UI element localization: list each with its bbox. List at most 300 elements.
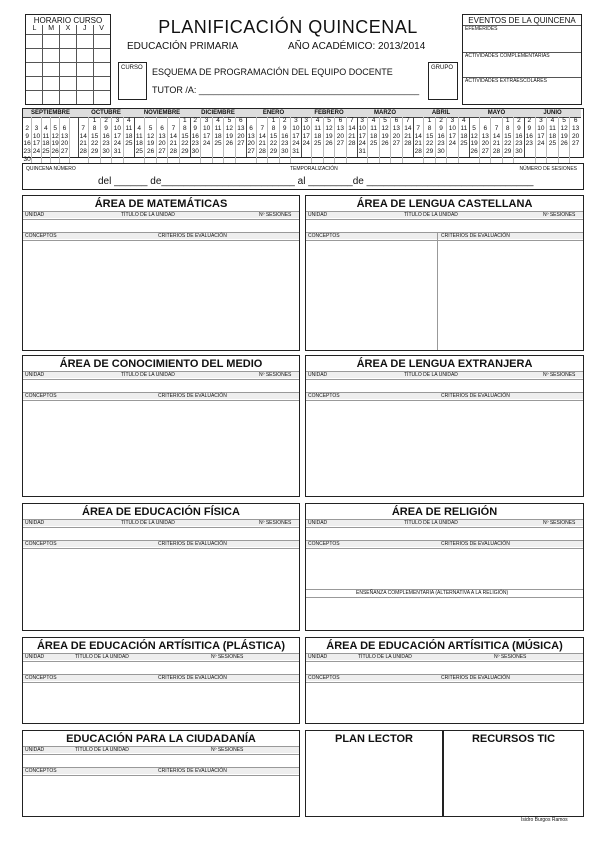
sesiones-label: Nº SESIONES xyxy=(259,520,292,526)
conceptos-label: CONCEPTOS xyxy=(25,675,57,681)
calendar-day: 8 xyxy=(183,124,187,132)
calendar-week xyxy=(190,140,246,148)
calendar-day xyxy=(213,148,224,156)
criterios-area[interactable] xyxy=(154,241,299,350)
calendar-day: 31 xyxy=(112,148,123,156)
criterios-area[interactable] xyxy=(437,401,583,496)
conceptos-label: CONCEPTOS xyxy=(25,233,57,239)
calendar-day: 18 xyxy=(42,140,50,148)
calendar-week xyxy=(246,148,301,156)
calendar-week xyxy=(357,125,413,133)
calendar-day: 12 xyxy=(51,132,59,140)
conceptos-area[interactable] xyxy=(23,683,153,723)
calendar-day: 17 xyxy=(447,133,458,141)
titulo-unidad-label: TÍTULO DE LA UNIDAD xyxy=(404,520,458,526)
calendar-day xyxy=(524,148,536,156)
calendar-day: 30 xyxy=(436,148,447,156)
calendar-day xyxy=(491,117,502,125)
calendar-day: 4 xyxy=(213,117,224,125)
titulo-unidad-label: TÍTULO DE LA UNIDAD xyxy=(358,654,412,660)
calendar-day: 14 xyxy=(257,133,268,141)
titulo-unidad-label: TÍTULO DE LA UNIDAD xyxy=(121,212,175,218)
calendar-day: 22 xyxy=(181,140,189,148)
calendar-day xyxy=(536,148,548,156)
calendar-day: 13 xyxy=(246,133,257,141)
calendar-day: 30 xyxy=(280,148,291,156)
calendar-day: 7 xyxy=(350,117,354,124)
row-divider xyxy=(306,661,583,662)
area-plastica-title: ÁREA DE EDUCACIÓN ARTÍSITICA (PLÁSTICA) xyxy=(36,640,286,652)
calendar-day: 9 xyxy=(23,133,32,141)
calendar-day: 10 xyxy=(112,125,123,133)
calendar-day: 26 xyxy=(51,148,59,156)
calendar-day: 26 xyxy=(380,140,391,148)
conceptos-label: CONCEPTOS xyxy=(308,393,340,399)
conceptos-area[interactable] xyxy=(306,683,436,723)
area-recursos-tic-title: RECURSOS TIC xyxy=(471,733,556,745)
calendar-day xyxy=(124,148,134,156)
quincena-dates-field[interactable]: del ______ de________________________ al ________de ______________________________ xyxy=(98,176,534,187)
area-musica[interactable] xyxy=(305,637,584,724)
calendar-month xyxy=(134,109,191,157)
horario-days xyxy=(26,25,110,34)
calendar-day: 12 xyxy=(145,133,156,141)
unidad-row xyxy=(23,747,299,753)
calendar-day: 3 xyxy=(32,125,41,133)
calendar-week xyxy=(134,125,190,133)
calendar-day: 2 xyxy=(436,117,447,125)
subtitle-ano-academico: AÑO ACADÉMICO: 2013/2014 xyxy=(288,41,426,52)
calendar-day: 4 xyxy=(312,117,323,125)
calendar-week xyxy=(246,133,301,141)
calendar-day: 30 xyxy=(23,156,31,163)
calendar-week xyxy=(413,140,469,148)
calendar-day: 19 xyxy=(145,140,156,148)
calendar-day: 30 xyxy=(101,148,112,156)
calendar-day: 17 xyxy=(301,133,312,141)
calendar-day: 10 xyxy=(301,125,312,133)
calendar xyxy=(22,108,584,163)
calendar-day: 26 xyxy=(145,148,156,156)
criterios-area[interactable] xyxy=(437,241,583,350)
criterios-area[interactable] xyxy=(154,401,299,496)
calendar-day: 7 xyxy=(491,125,502,133)
calendar-day: 3 xyxy=(201,117,212,125)
calendar-day: 27 xyxy=(237,140,245,148)
calendar-week xyxy=(357,140,413,148)
sesiones-label: Nº SESIONES xyxy=(543,520,576,526)
calendar-day: 9 xyxy=(280,125,291,133)
calendar-week xyxy=(246,140,301,148)
horario-day-label: J xyxy=(83,25,87,32)
calendar-day: 29 xyxy=(181,148,189,156)
calendar-day: 5 xyxy=(380,117,391,125)
calendar-month-name: OCTUBRE xyxy=(78,109,134,118)
calendar-day: 21 xyxy=(404,132,412,140)
calendar-week xyxy=(301,125,357,133)
tutor-field[interactable]: TUTOR /A: ____________________________________________ xyxy=(152,85,420,95)
calendar-day: 9 xyxy=(524,125,536,133)
area-recursos-tic[interactable] xyxy=(443,730,584,817)
calendar-week xyxy=(469,133,524,141)
calendar-month xyxy=(524,109,581,157)
area-lengua-extranjera[interactable] xyxy=(305,355,584,497)
calendar-day: 31 xyxy=(357,148,368,156)
area-ciudadania-title: EDUCACIÓN PARA LA CIUDADANÍA xyxy=(66,733,256,745)
calendar-day: 14 xyxy=(168,133,179,141)
area-lengua-castellana-title: ÁREA DE LENGUA CASTELLANA xyxy=(356,198,533,210)
area-plastica[interactable] xyxy=(22,637,300,724)
calendar-day: 21 xyxy=(348,132,356,140)
calendar-day: 14 xyxy=(413,133,424,141)
calendar-day: 22 xyxy=(424,140,435,148)
area-lengua-castellana[interactable] xyxy=(305,195,584,351)
row-divider xyxy=(306,597,583,598)
calendar-week xyxy=(357,133,413,141)
conceptos-area[interactable] xyxy=(306,241,436,350)
calendar-day: 11 xyxy=(42,132,50,140)
calendar-day: 21 xyxy=(491,140,502,148)
unidad-row xyxy=(23,654,299,660)
calendar-day: 15 xyxy=(424,133,435,141)
conceptos-label: CONCEPTOS xyxy=(308,675,340,681)
row-divider xyxy=(23,379,299,380)
calendar-day xyxy=(413,117,424,125)
area-plan-lector-title: PLAN LECTOR xyxy=(334,733,414,745)
calendar-month-name: NOVIEMBRE xyxy=(134,109,190,118)
calendar-week xyxy=(246,125,301,133)
horario-day-label: L xyxy=(32,25,37,32)
row-divider xyxy=(23,754,299,755)
eventos-box xyxy=(462,14,582,105)
horario-curso-box xyxy=(25,14,111,105)
calendar-week xyxy=(78,133,134,141)
calendar-day: 2 xyxy=(517,117,521,124)
calendar-day: 17 xyxy=(201,133,212,141)
calendar-day: 28 xyxy=(348,140,356,148)
titulo-unidad-label: TÍTULO DE LA UNIDAD xyxy=(75,654,129,660)
calendar-day xyxy=(459,148,469,156)
calendar-day: 28 xyxy=(257,148,268,156)
grupo-label: GRUPO xyxy=(431,65,454,71)
calendar-day: 27 xyxy=(572,140,580,148)
calendar-day: 6 xyxy=(239,117,243,124)
calendar-day: 15 xyxy=(89,133,100,141)
calendar-day: 4 xyxy=(547,117,559,125)
calendar-day: 14 xyxy=(404,124,412,132)
calendar-day: 29 xyxy=(268,148,279,156)
calendar-week xyxy=(190,117,246,125)
horario-day-label: X xyxy=(65,25,71,32)
criterios-area[interactable] xyxy=(154,549,299,630)
calendar-day xyxy=(368,148,379,156)
calendar-week xyxy=(78,148,134,156)
conceptos-area[interactable] xyxy=(23,401,153,496)
religion-alternativa-label: ENSEÑANZA COMPLEMENTARIA (ALTERNATIVA A LA RELIGIÓN) xyxy=(356,590,509,596)
calendar-day: 3 xyxy=(112,117,123,125)
horario-title: HORARIO CURSO xyxy=(33,16,103,25)
unidad-row xyxy=(306,654,583,660)
sesiones-label: Nº SESIONES xyxy=(543,212,576,218)
conceptos-label: CONCEPTOS xyxy=(25,768,57,774)
calendar-day: 11 xyxy=(213,125,224,133)
conceptos-area[interactable] xyxy=(23,549,153,630)
calendar-day: 23 xyxy=(524,140,536,148)
calendar-day: 2 xyxy=(101,117,112,125)
calendar-week xyxy=(134,140,190,148)
calendar-day xyxy=(246,117,257,125)
unidad-label: UNIDAD xyxy=(308,520,328,526)
calendar-day: 9 xyxy=(436,125,447,133)
calendar-day xyxy=(134,117,145,125)
conceptos-label: CONCEPTOS xyxy=(25,393,57,399)
calendar-day: 24 xyxy=(447,140,458,148)
calendar-month-name: ENERO xyxy=(246,109,301,118)
calendar-day: 4 xyxy=(368,117,379,125)
calendar-day: 23 xyxy=(515,140,523,148)
sesiones-label: Nº SESIONES xyxy=(494,654,527,660)
calendar-day: 23 xyxy=(23,148,31,156)
calendar-day: 26 xyxy=(324,140,335,148)
calendar-day: 14 xyxy=(78,133,89,141)
criterios-area[interactable] xyxy=(154,776,299,816)
quincena-box xyxy=(22,163,584,190)
conceptos-area[interactable] xyxy=(23,776,153,816)
calendar-day: 17 xyxy=(536,133,548,141)
calendar-week xyxy=(524,117,581,125)
calendar-day: 1 xyxy=(183,117,187,124)
calendar-month-name: JUNIO xyxy=(524,109,581,118)
conceptos-area[interactable] xyxy=(23,241,153,350)
calendar-day: 18 xyxy=(312,133,323,141)
calendar-month xyxy=(23,109,79,163)
calendar-week xyxy=(357,148,413,156)
calendar-day: 8 xyxy=(424,125,435,133)
calendar-day xyxy=(70,140,78,148)
calendar-day: 5 xyxy=(469,125,480,133)
titulo-unidad-label: TÍTULO DE LA UNIDAD xyxy=(75,747,129,753)
esquema-label: ESQUEMA DE PROGRAMACIÓN DEL EQUIPO DOCENTE xyxy=(152,67,393,77)
calendar-day: 25 xyxy=(460,140,468,148)
calendar-month-name: FEBRERO xyxy=(301,109,357,118)
calendar-day: 11 xyxy=(368,125,379,133)
calendar-day xyxy=(70,133,78,141)
calendar-day: 19 xyxy=(559,133,571,141)
calendar-day: 10 xyxy=(292,124,300,132)
calendar-day xyxy=(480,117,491,125)
unidad-label: UNIDAD xyxy=(308,372,328,378)
calendar-day: 29 xyxy=(503,148,514,156)
calendar-day: 24 xyxy=(357,140,368,148)
calendar-week xyxy=(301,148,357,156)
calendar-day: 11 xyxy=(125,124,133,132)
calendar-day: 3 xyxy=(536,117,548,125)
area-conocimiento-medio[interactable] xyxy=(22,355,300,497)
calendar-day xyxy=(42,117,51,125)
calendar-week xyxy=(301,140,357,148)
calendar-day: 9 xyxy=(101,125,112,133)
calendar-week xyxy=(301,133,357,141)
unidad-label: UNIDAD xyxy=(25,520,45,526)
calendar-day: 25 xyxy=(547,140,559,148)
criterios-label: CRITERIOS DE EVALUACIÓN xyxy=(158,393,227,399)
calendar-day: 2 xyxy=(190,117,201,125)
criterios-label: CRITERIOS DE EVALUACIÓN xyxy=(441,233,510,239)
area-religion[interactable] xyxy=(305,503,584,631)
calendar-day: 5 xyxy=(324,117,335,125)
calendar-day: 12 xyxy=(469,133,480,141)
calendar-day: 28 xyxy=(78,148,89,156)
conceptos-area[interactable] xyxy=(306,401,436,496)
area-plan-lector[interactable] xyxy=(305,730,443,817)
calendar-day: 1 xyxy=(424,117,435,125)
calendar-day: 18 xyxy=(368,133,379,141)
criterios-area[interactable] xyxy=(154,683,299,723)
calendar-week xyxy=(413,148,469,156)
calendar-month xyxy=(190,109,247,157)
curso-box[interactable] xyxy=(118,62,147,100)
sesiones-label: Nº SESIONES xyxy=(211,654,244,660)
calendar-day xyxy=(380,148,391,156)
criterios-area[interactable] xyxy=(437,683,583,723)
area-educacion-fisica[interactable] xyxy=(22,503,300,631)
calendar-day: 6 xyxy=(391,117,402,125)
calendar-week xyxy=(78,125,134,133)
calendar-day: 10 xyxy=(357,125,368,133)
calendar-week xyxy=(469,140,524,148)
calendar-day: 9 xyxy=(190,125,201,133)
calendar-day: 10 xyxy=(447,125,458,133)
conceptos-label: CONCEPTOS xyxy=(308,541,340,547)
calendar-day xyxy=(570,148,581,156)
calendar-day: 23 xyxy=(436,140,447,148)
curso-label: CURSO xyxy=(121,65,143,71)
criterios-label: CRITERIOS DE EVALUACIÓN xyxy=(441,541,510,547)
calendar-day: 16 xyxy=(190,133,201,141)
calendar-day: 11 xyxy=(460,124,468,132)
calendar-day: 18 xyxy=(547,133,559,141)
actividades-extraescolares-label: ACTIVIDADES EXTRAESCOLARES xyxy=(465,78,547,84)
calendar-day xyxy=(145,117,156,125)
calendar-day xyxy=(403,148,413,156)
area-ciudadania[interactable] xyxy=(22,730,300,817)
calendar-day: 8 xyxy=(268,125,279,133)
calendar-day: 4 xyxy=(462,117,466,124)
calendar-day: 27 xyxy=(480,148,491,156)
calendar-day: 16 xyxy=(23,140,31,148)
area-religion-title: ÁREA DE RELIGIÓN xyxy=(391,506,498,518)
calendar-day: 19 xyxy=(380,133,391,141)
calendar-month xyxy=(413,109,470,157)
subtitle-primaria: EDUCACIÓN PRIMARIA xyxy=(127,41,239,52)
calendar-day xyxy=(301,148,312,156)
calendar-day: 7 xyxy=(168,125,179,133)
calendar-day: 4 xyxy=(134,125,145,133)
calendar-day: 2 xyxy=(23,125,32,133)
calendar-day: 24 xyxy=(32,148,41,156)
calendar-week xyxy=(413,117,469,125)
calendar-day: 1 xyxy=(503,117,514,125)
calendar-day: 17 xyxy=(357,133,368,141)
calendar-day: 20 xyxy=(335,133,346,141)
calendar-day: 8 xyxy=(503,125,514,133)
area-matematicas[interactable] xyxy=(22,195,300,351)
calendar-day xyxy=(168,117,179,125)
criterios-label: CRITERIOS DE EVALUACIÓN xyxy=(158,768,227,774)
calendar-month xyxy=(469,109,525,157)
titulo-unidad-label: TÍTULO DE LA UNIDAD xyxy=(121,372,175,378)
calendar-day: 18 xyxy=(134,140,145,148)
unidad-label: UNIDAD xyxy=(25,372,45,378)
calendar-week xyxy=(23,133,78,141)
calendar-day: 10 xyxy=(201,125,212,133)
calendar-day xyxy=(547,148,559,156)
calendar-day: 16 xyxy=(436,133,447,141)
calendar-day: 17 xyxy=(32,140,41,148)
calendar-week xyxy=(524,125,581,133)
calendar-day: 15 xyxy=(181,132,189,140)
calendar-week xyxy=(524,133,581,141)
calendar-day: 22 xyxy=(89,140,100,148)
calendar-day: 28 xyxy=(413,148,424,156)
calendar-day: 20 xyxy=(480,140,491,148)
calendar-day: 11 xyxy=(312,125,323,133)
conceptos-label: CONCEPTOS xyxy=(308,233,340,239)
criterios-label: CRITERIOS DE EVALUACIÓN xyxy=(441,675,510,681)
calendar-day: 27 xyxy=(246,148,257,156)
calendar-day xyxy=(324,148,335,156)
calendar-day xyxy=(70,125,78,133)
calendar-day: 14 xyxy=(491,133,502,141)
calendar-day: 3 xyxy=(357,117,368,125)
calendar-day: 28 xyxy=(491,148,502,156)
calendar-day xyxy=(70,117,78,125)
calendar-day: 26 xyxy=(224,140,235,148)
calendar-day: 5 xyxy=(224,117,235,125)
calendar-day: 1 xyxy=(268,117,279,125)
calendar-day xyxy=(447,148,458,156)
grupo-box[interactable] xyxy=(428,62,458,100)
calendar-month xyxy=(246,109,302,157)
calendar-day: 27 xyxy=(391,140,402,148)
numero-sesiones-label: NÚMERO DE SESIONES xyxy=(519,166,577,172)
calendar-day: 21 xyxy=(257,140,268,148)
calendar-week xyxy=(524,140,581,148)
calendar-week xyxy=(469,117,524,125)
calendar-day: 13 xyxy=(157,133,168,141)
unidad-label: UNIDAD xyxy=(25,747,45,753)
calendar-day: 13 xyxy=(335,125,346,133)
author-credit: Isidro Burgos Ramos xyxy=(521,817,568,823)
calendar-week xyxy=(23,140,78,148)
calendar-week xyxy=(413,133,469,141)
calendar-day xyxy=(78,117,89,125)
titulo-unidad-label: TÍTULO DE LA UNIDAD xyxy=(404,372,458,378)
calendar-month xyxy=(78,109,135,157)
calendar-day: 24 xyxy=(301,140,312,148)
calendar-day: 25 xyxy=(125,140,133,148)
calendar-day: 18 xyxy=(213,133,224,141)
calendar-day: 6 xyxy=(157,125,168,133)
calendar-day: 7 xyxy=(406,117,410,124)
row-divider xyxy=(306,219,583,220)
calendar-day: 2 xyxy=(280,117,291,125)
calendar-day: 6 xyxy=(335,117,346,125)
calendar-day: 23 xyxy=(190,140,201,148)
calendar-week xyxy=(78,140,134,148)
calendar-day: 17 xyxy=(292,132,300,140)
calendar-day: 18 xyxy=(125,132,133,140)
